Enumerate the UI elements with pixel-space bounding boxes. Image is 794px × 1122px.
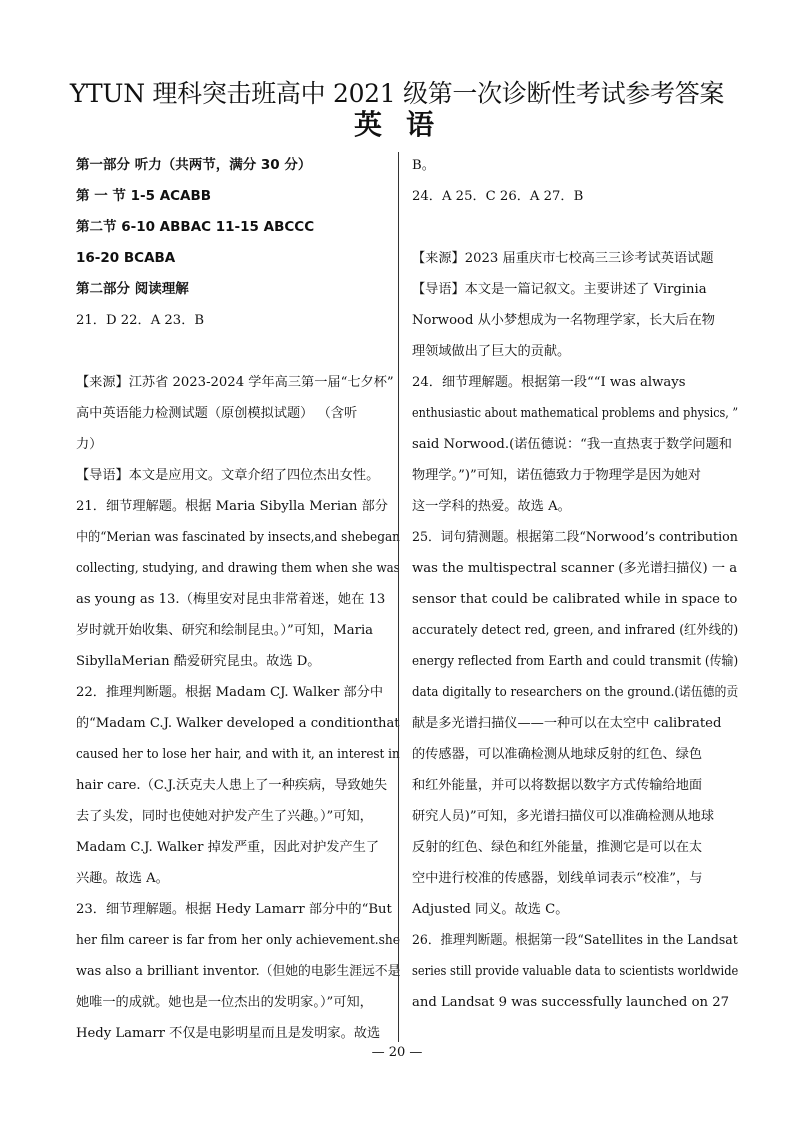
text-line: 【来源】2023 届重庆市七校高三三诊考试英语试题: [412, 251, 714, 266]
text-line: 24．细节理解题。根据第一段““I was always: [412, 375, 686, 390]
text-line: 【导语】本文是一篇记叙文。主要讲述了 Virginia: [412, 282, 707, 297]
text-line: was the multispectral scanner (多光谱扫描仪) 一 a: [412, 561, 738, 576]
left-column: [76, 150, 401, 1049]
text-line: 高中英语能力检测试题（原创模拟试题） （含听: [76, 406, 358, 421]
text-line: sensor that could be calibrated while in space to: [412, 592, 738, 607]
text-line: 第二节 6-10 ABBAC 11-15 ABCCC: [76, 219, 315, 235]
text-line: Norwood 从小梦想成为一名物理学家，长大后在物: [412, 313, 715, 328]
right-column: [412, 150, 739, 1018]
text-line: Madam C.J. Walker 掉发严重，因此对护发产生了: [76, 840, 380, 855]
page-number: — 20 —: [371, 1045, 423, 1060]
text-line: [76, 336, 394, 367]
column-divider: [398, 152, 399, 1042]
text-line: 理领域做出了巨大的贡献。: [412, 344, 571, 359]
document-title: YTUN 理科突击班高中 2021 级第一次诊断性考试参考答案: [69, 79, 725, 108]
text-line: 第一部分 听力（共两节，满分 30 分）: [76, 157, 312, 173]
text-line: 和红外能量，并可以将数据以数字方式传输给地面: [412, 778, 703, 793]
text-line: 物理学。”)”可知，诺伍德致力于物理学是因为她对: [412, 468, 701, 483]
text-line: caused her to lose her hair, and with it, an interest in: [76, 747, 400, 762]
text-line: energy reflected from Earth and could transmit (传输): [412, 654, 739, 669]
text-line: 的传感器，可以准确检测从地球反射的红色、绿色: [412, 747, 703, 762]
text-line: 兴趣。故选 A。: [76, 871, 169, 886]
text-line: 24．A 25．C 26．A 27．B: [412, 189, 584, 204]
text-line: 22．推理判断题。根据 Madam CJ. Walker 部分中: [76, 685, 384, 700]
text-line: SibyllaMerian 酷爱研究昆虫。故选 D。: [76, 654, 321, 669]
text-line: was also a brilliant inventor.（但她的电影生涯远不是: [76, 964, 401, 979]
text-line: 的“Madam C.J. Walker developed a conditionthat: [76, 716, 400, 731]
text-line: 力）: [76, 437, 103, 452]
text-line: 献是多光谱扫描仪——一种可以在太空中 calibrated: [412, 716, 722, 731]
text-line: 23．细节理解题。根据 Hedy Lamarr 部分中的“But: [76, 902, 392, 917]
text-line: 第二部分 阅读理解: [76, 281, 189, 297]
text-line: and Landsat 9 was successfully launched on 27: [412, 995, 729, 1010]
text-line: 26．推理判断题。根据第一段“Satellites in the Landsat: [412, 933, 738, 948]
text-line: Hedy Lamarr 不仅是电影明星而且是发明家。故选: [76, 1026, 381, 1041]
text-line: data digitally to researchers on the ground.(诺伍德的贡: [412, 685, 739, 700]
text-line: 她唯一的成就。她也是一位杰出的发明家。）”可知，: [76, 995, 373, 1010]
text-line: B。: [412, 158, 435, 173]
text-line: her film career is far from her only achievement.she: [76, 933, 400, 948]
subject-heading: 英语: [353, 108, 458, 141]
text-line: hair care.（C.J.沃克夫人患上了一种疾病，导致她失: [76, 778, 388, 793]
text-line: 第 一 节 1-5 ACABB: [76, 188, 212, 204]
text-line: as young as 13.（梅里安对昆虫非常着迷，她在 13: [76, 592, 386, 607]
text-line: said Norwood.(诺伍德说：“我一直热衷于数学问题和: [412, 437, 732, 452]
text-line: 16-20 BCABA: [76, 250, 176, 266]
text-line: 这一学科的热爱。故选 A。: [412, 499, 571, 514]
text-line: 【来源】江苏省 2023-2024 学年高三第一届“七夕杯”: [76, 375, 394, 390]
text-line: series still provide valuable data to scientists worldwide: [412, 964, 739, 979]
text-line: 研究人员)”可知，多光谱扫描仪可以准确检测从地球: [412, 809, 715, 824]
text-line: 中的“Merian was fascinated by insects,and shebegan: [76, 530, 400, 545]
text-line: accurately detect red, green, and infrared (红外线的): [412, 623, 739, 638]
text-line: 【导语】本文是应用文。文章介绍了四位杰出女性。: [76, 468, 380, 483]
text-line: enthusiastic about mathematical problems and physics, ”: [412, 406, 739, 421]
text-line: 反射的红色、绿色和红外能量，推测它是可以在太: [412, 840, 703, 855]
text-line: 21．细节理解题。根据 Maria Sibylla Merian 部分: [76, 499, 388, 514]
text-line: [412, 212, 732, 243]
text-line: 岁时就开始收集、研究和绘制昆虫。）”可知，Maria: [76, 623, 374, 638]
text-line: 去了头发，同时也使她对护发产生了兴趣。）”可知，: [76, 809, 373, 824]
text-line: Adjusted 同义。故选 C。: [412, 902, 569, 917]
text-line: 25．词句猜测题。根据第二段“Norwood’s contribution: [412, 530, 738, 545]
text-line: 空中进行校准的传感器，划线单词表示“校准”，与: [412, 871, 703, 886]
text-line: collecting, studying, and drawing them when she was: [76, 561, 400, 576]
text-line: 21．D 22．A 23．B: [76, 313, 205, 328]
